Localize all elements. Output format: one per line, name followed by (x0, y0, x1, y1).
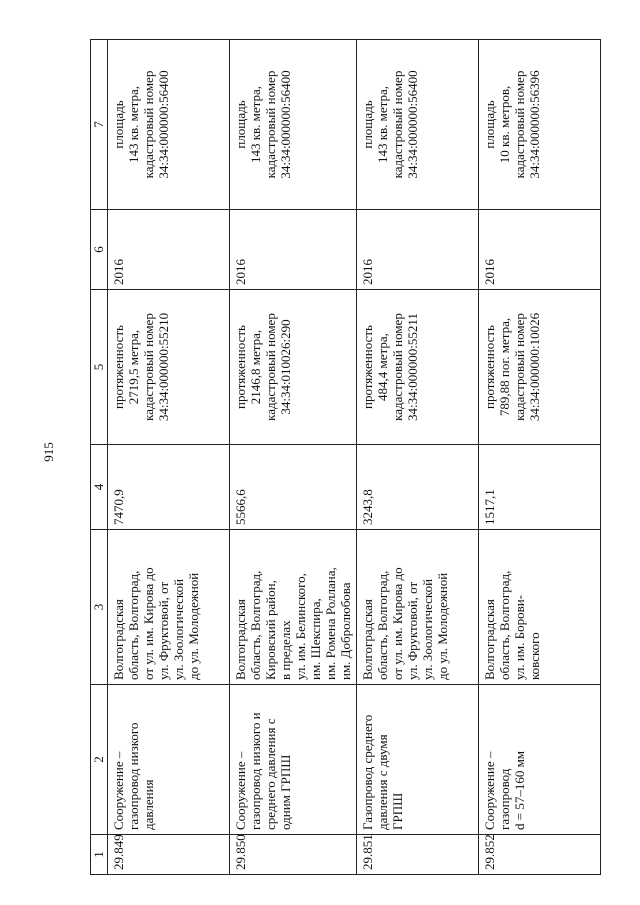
cell-address: Волгоградская область, Волгоград, от ул. им. Кирова до ул. Фруктовой, от ул. Зоологической до ул. Молодежной (357, 530, 479, 685)
header-row (91, 40, 108, 875)
cell-area: 1517,1 (479, 445, 601, 530)
cell-number: 29.850 (230, 835, 357, 875)
column-header: 1 (91, 835, 108, 875)
cell-number: 29.852 (479, 835, 601, 875)
table-row (230, 40, 357, 875)
column-header: 3 (91, 530, 108, 685)
cell-specification: протяженность 484,4 метра, кадастровый номер 34:34:000000:55211 (357, 290, 479, 445)
cell-year: 2016 (479, 210, 601, 290)
cell-number: 29.851 (357, 835, 479, 875)
cell-extra-info: площадь 143 кв. метра, кадастровый номер 34:34:000000:56400 (357, 40, 479, 210)
cell-year: 2016 (357, 210, 479, 290)
column-header: 2 (91, 685, 108, 835)
cell-address: Волгоградская область, Волгоград, Кировский район, в пределах ул. им. Белинского, им. Шекспира, им. Ромена Роллана, им. Добролюбова (230, 530, 357, 685)
cell-specification: протяженность 789,88 пог. метра, кадастровый номер 34:34:000000:10026 (479, 290, 601, 445)
cell-year: 2016 (230, 210, 357, 290)
table-row (357, 40, 479, 875)
cell-extra-info: площадь 143 кв. метра, кадастровый номер 34:34:000000:56400 (108, 40, 230, 210)
cell-name: Газопровод среднего давления с двумя ГРПШ (357, 685, 479, 835)
cell-area: 3243,8 (357, 445, 479, 530)
cell-extra-info: площадь 10 кв. метров, кадастровый номер 34:34:000000:56396 (479, 40, 601, 210)
cell-extra-info: площадь 143 кв. метра, кадастровый номер 34:34:000000:56400 (230, 40, 357, 210)
table-row (479, 40, 601, 875)
cell-number: 29.849 (108, 835, 230, 875)
cell-address: Волгоградская область, Волгоград, от ул. им. Кирова до ул. Фруктовой, от ул. Зоологической до ул. Молодежной (108, 530, 230, 685)
cell-name: Сооружение – газопровод низкого давления (108, 685, 230, 835)
cell-area: 5566,6 (230, 445, 357, 530)
column-header: 6 (91, 210, 108, 290)
table-row (108, 40, 230, 875)
cell-name: Сооружение – газопровод низкого и среднего давления с одним ГРПШ (230, 685, 357, 835)
cell-year: 2016 (108, 210, 230, 290)
column-header: 7 (91, 40, 108, 210)
column-header: 4 (91, 445, 108, 530)
property-table (90, 39, 601, 875)
column-header: 5 (91, 290, 108, 445)
property-table-container (90, 40, 610, 875)
cell-address: Волгоградская область, Волгоград, ул. им. Борови- ковского (479, 530, 601, 685)
page-number: 915 (41, 442, 56, 462)
cell-area: 7470,9 (108, 445, 230, 530)
cell-specification: протяженность 2719,5 метра, кадастровый номер 34:34:000000:55210 (108, 290, 230, 445)
cell-name: Сооружение – газопровод d = 57–160 мм (479, 685, 601, 835)
cell-specification: протяженность 2146,8 метра, кадастровый номер 34:34:010026:290 (230, 290, 357, 445)
